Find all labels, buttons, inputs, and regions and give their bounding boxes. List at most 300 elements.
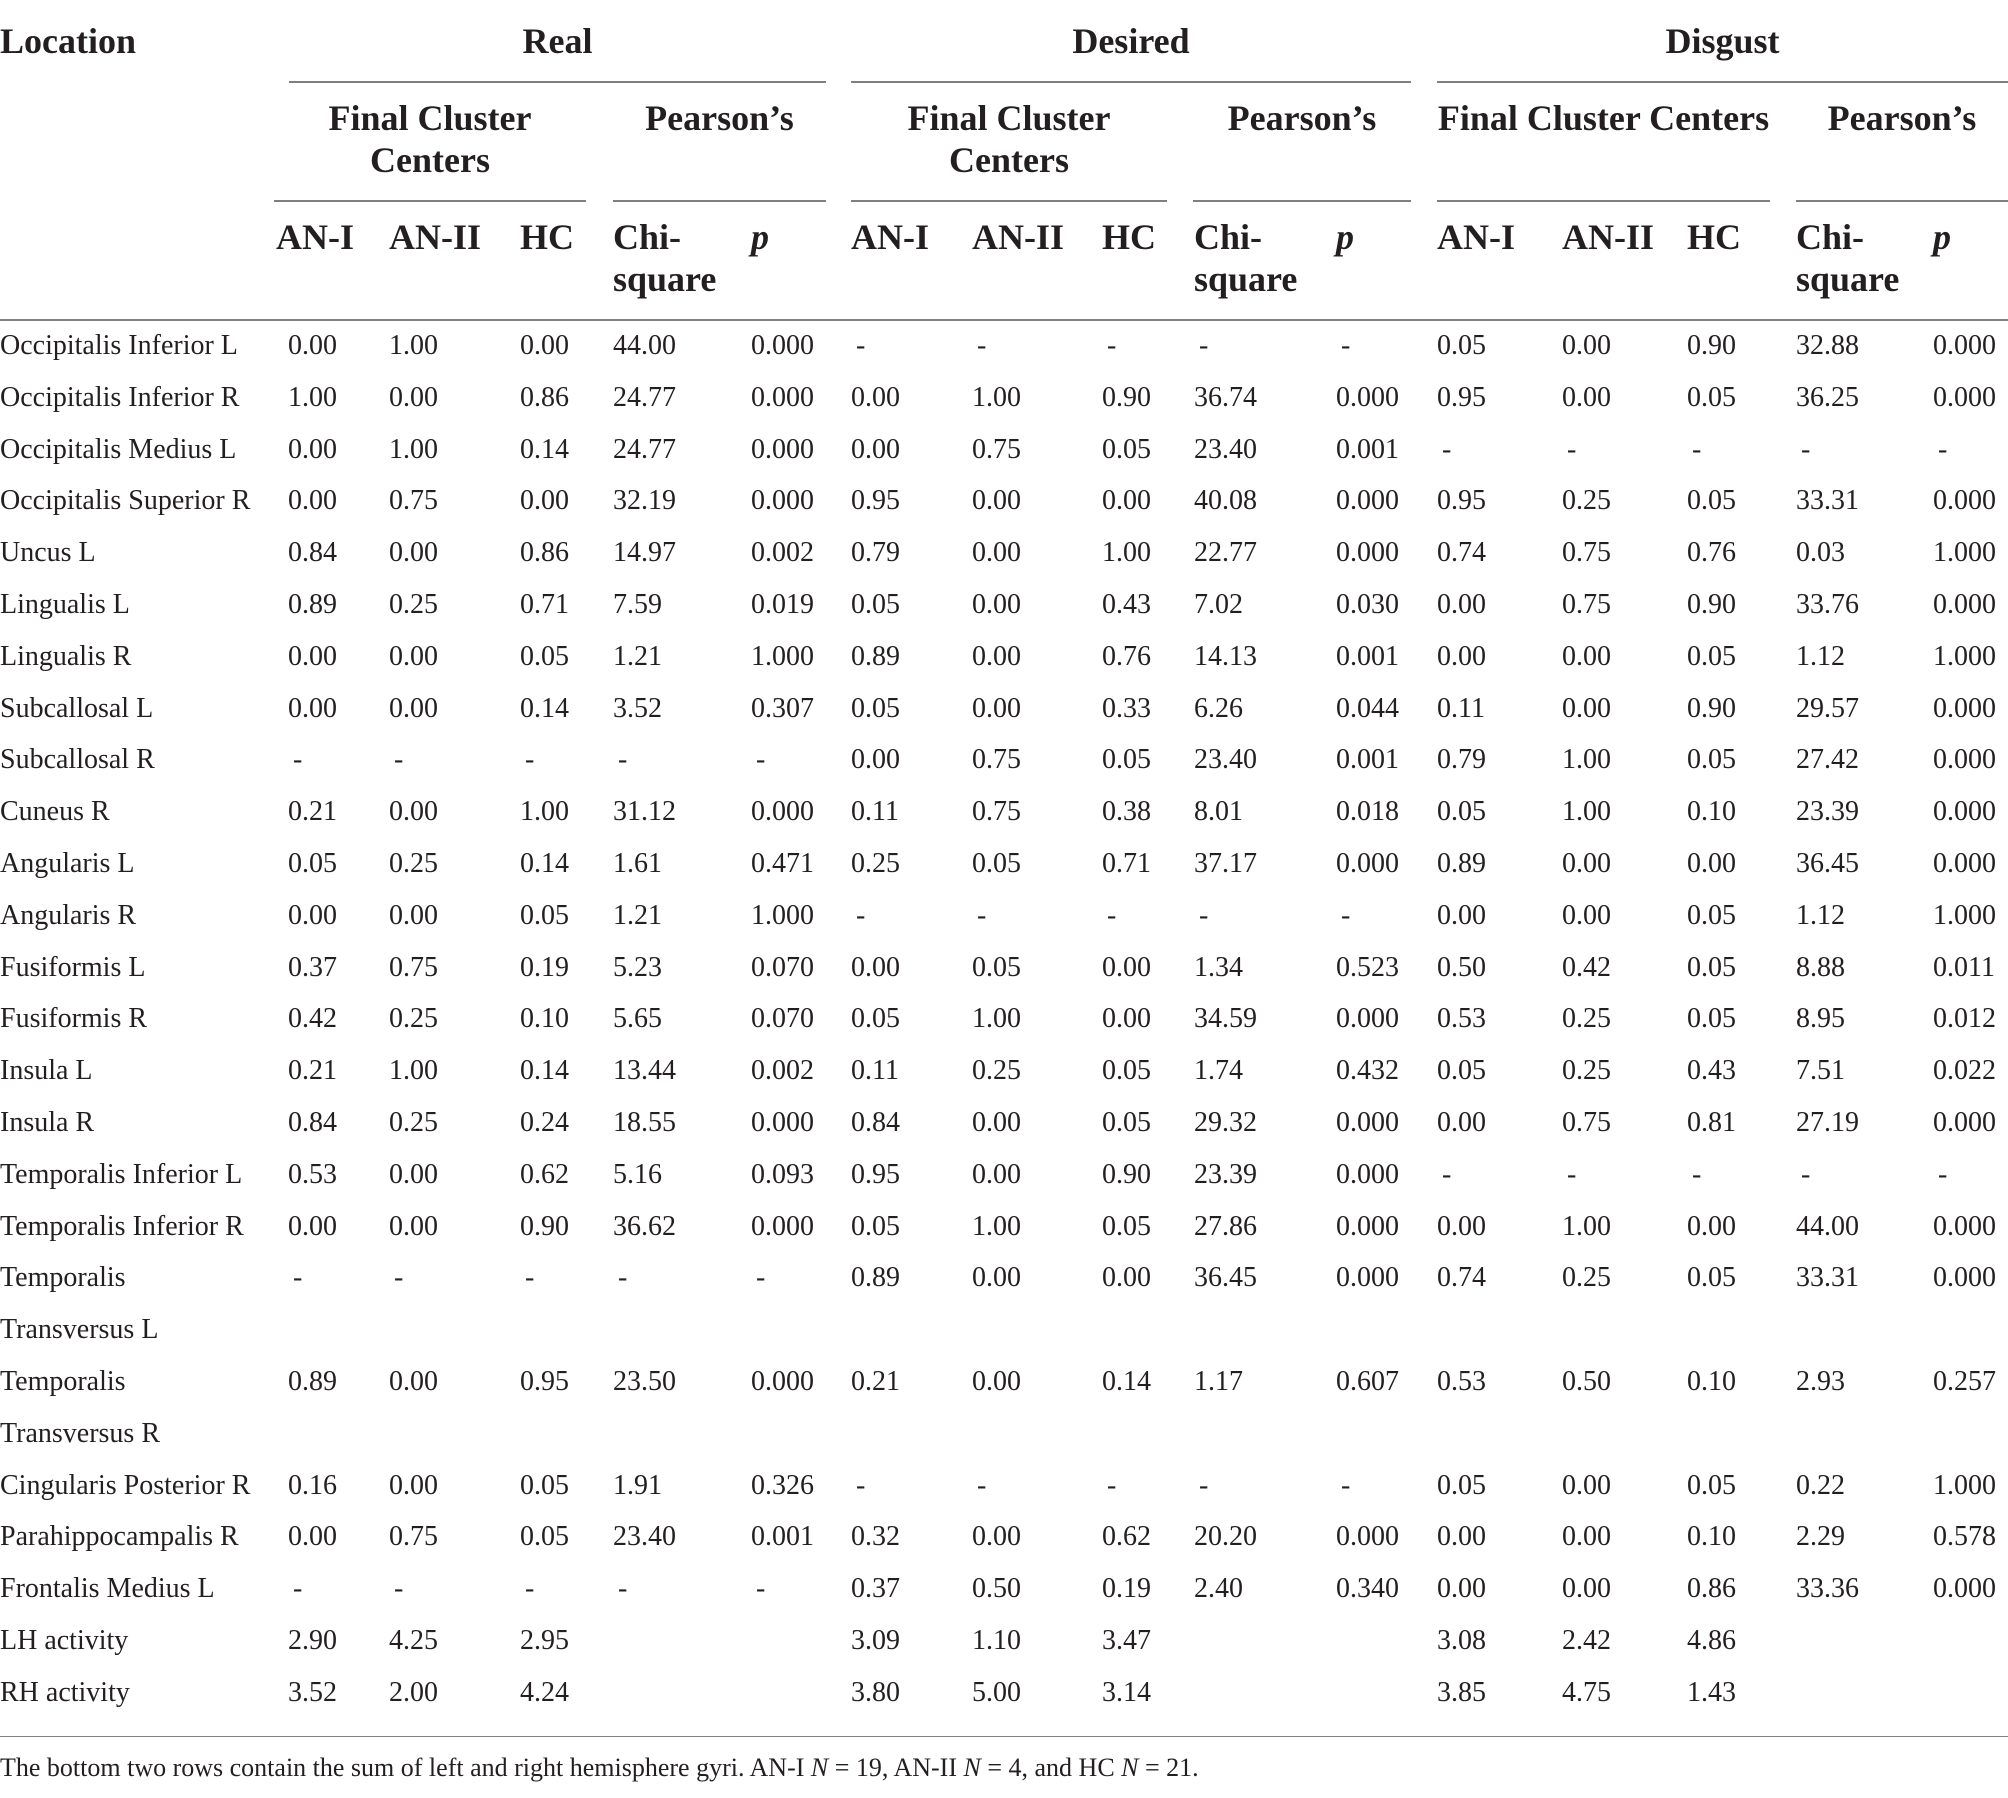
real-chi-square-cell: 23.50 — [613, 1365, 676, 1397]
table-bottom-rule — [0, 1736, 2008, 1738]
desired-chi-square-cell — [1194, 1667, 1336, 1719]
desired-p-cell: 0.340 — [1336, 1573, 1399, 1605]
table-row — [0, 631, 2008, 683]
disgust-an-i-cell: 0.50 — [1437, 951, 1486, 983]
table-row — [0, 527, 2008, 579]
real-hc-cell: 0.05 — [520, 640, 569, 672]
disgust-hc-cell: 0.05 — [1687, 1469, 1736, 1501]
disgust-an-ii-cell: 0.00 — [1562, 1521, 1611, 1553]
disgust-chi-square-cell: 33.31 — [1796, 485, 1859, 517]
disgust-p-cell: 0.257 — [1933, 1365, 1996, 1397]
disgust-hc-cell: 0.90 — [1687, 692, 1736, 724]
real-chi-square-cell: - — [618, 744, 628, 776]
col-header-disgust-chi-square: Chi-square — [1796, 217, 1900, 299]
real-hc-cell: 0.14 — [520, 692, 569, 724]
location-cell — [0, 372, 276, 424]
real-hc-cell: 0.90 — [520, 1210, 569, 1242]
desired-an-ii-cell: 0.00 — [972, 588, 1021, 620]
location-label: Fusiformis L — [0, 951, 146, 983]
table-row — [0, 1511, 2008, 1563]
desired-hc-cell: 0.05 — [1102, 433, 1151, 465]
group-header-disgust: Disgust — [1665, 21, 1780, 61]
desired-chi-square-cell: 36.45 — [1194, 1262, 1257, 1294]
location-label: Frontalis Medius L — [0, 1573, 215, 1605]
location-label: Fusiformis R — [0, 1003, 148, 1035]
disgust-an-ii-cell: 0.75 — [1562, 1106, 1611, 1138]
disgust-chi-square-cell: 8.88 — [1796, 951, 1845, 983]
location-cell — [0, 942, 276, 994]
disgust-hc-cell: 0.05 — [1687, 899, 1736, 931]
desired-chi-square-cell: - — [1199, 899, 1209, 931]
desired-an-i-cell: 0.21 — [851, 1365, 900, 1397]
real-hc-cell: 0.14 — [520, 433, 569, 465]
desired-p-cell: - — [1341, 1469, 1351, 1501]
desired-an-i-cell: 3.09 — [851, 1624, 900, 1656]
real-hc-cell: - — [525, 1262, 535, 1294]
disgust-an-ii-cell: 0.75 — [1562, 588, 1611, 620]
real-chi-square-cell: 32.19 — [613, 485, 676, 517]
col-header-desired-p: p — [1336, 217, 1354, 257]
disgust-chi-square-cell: 27.19 — [1796, 1106, 1859, 1138]
disgust-an-i-cell: 0.00 — [1437, 1210, 1486, 1242]
desired-hc-cell: 0.05 — [1102, 744, 1151, 776]
footnote-text: = 21. — [1138, 1753, 1199, 1783]
desired-an-ii-cell: - — [977, 1469, 987, 1501]
disgust-p-cell: 0.000 — [1933, 744, 1996, 776]
col-header-desired-hc: HC — [1102, 217, 1156, 257]
disgust-chi-square-cell: 0.03 — [1796, 537, 1845, 569]
desired-hc-cell: 0.90 — [1102, 381, 1151, 413]
location-label: RH activity — [0, 1676, 130, 1708]
real-chi-square-cell: 3.52 — [613, 692, 662, 724]
disgust-an-i-cell: 0.95 — [1437, 381, 1486, 413]
desired-an-i-cell: 0.89 — [851, 1262, 900, 1294]
desired-an-ii-cell: 0.00 — [972, 1262, 1021, 1294]
disgust-an-ii-cell: 0.25 — [1562, 1055, 1611, 1087]
location-label: Subcallosal L — [0, 692, 154, 724]
real-hc-cell: 0.05 — [520, 1469, 569, 1501]
disgust-an-ii-cell: 0.00 — [1562, 640, 1611, 672]
real-an-i-cell: 1.00 — [288, 381, 337, 413]
real-p-cell: 0.070 — [751, 951, 814, 983]
desired-hc-cell: 0.90 — [1102, 1158, 1151, 1190]
location-label: Occipitalis Superior R — [0, 485, 251, 517]
disgust-an-i-cell: 0.11 — [1437, 692, 1485, 724]
real-an-i-cell: - — [293, 1262, 303, 1294]
table-row — [0, 1201, 2008, 1253]
real-p-cell: 0.000 — [751, 330, 814, 361]
real-chi-square-cell — [613, 1667, 751, 1719]
disgust-p-cell: 0.011 — [1933, 951, 1995, 983]
real-an-ii-cell: 2.00 — [389, 1676, 438, 1708]
desired-an-i-cell: 0.05 — [851, 588, 900, 620]
location-cell — [0, 1460, 276, 1512]
real-an-i-cell: - — [293, 744, 303, 776]
desired-hc-cell: 0.14 — [1102, 1365, 1151, 1397]
desired-an-ii-cell: - — [977, 330, 987, 361]
table-row — [0, 838, 2008, 890]
disgust-hc-cell: 0.10 — [1687, 1521, 1736, 1553]
location-cell — [0, 786, 276, 838]
disgust-chi-square-cell: 36.45 — [1796, 847, 1859, 879]
disgust-an-i-cell: 0.05 — [1437, 1055, 1486, 1087]
table-row — [0, 1563, 2008, 1615]
desired-an-ii-cell: 0.25 — [972, 1055, 1021, 1087]
disgust-an-ii-cell: 0.50 — [1562, 1365, 1611, 1397]
real-an-ii-cell: 0.00 — [389, 1210, 438, 1242]
desired-an-i-cell: 0.00 — [851, 381, 900, 413]
desired-hc-cell: 0.71 — [1102, 847, 1151, 879]
disgust-p-cell: 1.000 — [1933, 640, 1996, 672]
location-cell — [0, 1511, 276, 1563]
real-an-i-cell: 2.90 — [288, 1624, 337, 1656]
location-cell — [0, 1201, 276, 1253]
real-chi-square-cell: 1.21 — [613, 640, 662, 672]
group-header-desired: Desired — [1072, 21, 1190, 61]
col-header-real-hc: HC — [520, 217, 574, 257]
disgust-an-i-cell: 0.00 — [1437, 640, 1486, 672]
desired-p-cell: 0.000 — [1336, 1521, 1399, 1553]
disgust-an-i-cell: 0.95 — [1437, 485, 1486, 517]
desired-hc-cell: - — [1107, 1469, 1117, 1501]
real-an-ii-cell: 1.00 — [389, 330, 438, 361]
disgust-chi-square-cell: 33.36 — [1796, 1573, 1859, 1605]
desired-hc-cell: 0.00 — [1102, 1262, 1151, 1294]
disgust-hc-cell: 0.05 — [1687, 951, 1736, 983]
desired-an-ii-cell: 1.10 — [972, 1624, 1021, 1656]
disgust-chi-square-cell: 36.25 — [1796, 381, 1859, 413]
disgust-an-i-cell: 0.00 — [1437, 1106, 1486, 1138]
real-hc-cell: 0.86 — [520, 381, 569, 413]
location-label: Cuneus R — [0, 796, 110, 828]
desired-chi-square-cell: 7.02 — [1194, 588, 1243, 620]
disgust-chi-square-cell: 2.29 — [1796, 1521, 1845, 1553]
disgust-hc-cell: 0.00 — [1687, 847, 1736, 879]
disgust-an-ii-cell: 0.00 — [1562, 847, 1611, 879]
real-chi-square-cell: 24.77 — [613, 433, 676, 465]
table-row — [0, 993, 2008, 1045]
real-chi-square-cell: 5.23 — [613, 951, 662, 983]
desired-p-cell: 0.000 — [1336, 847, 1399, 879]
cluster-rule-desired — [851, 200, 1167, 202]
real-p-cell — [751, 1667, 851, 1719]
real-chi-square-cell: 1.21 — [613, 899, 662, 931]
location-label: Insula L — [0, 1055, 93, 1087]
disgust-hc-cell: 0.81 — [1687, 1106, 1736, 1138]
disgust-hc-cell: 0.05 — [1687, 485, 1736, 517]
real-hc-cell: 0.86 — [520, 537, 569, 569]
disgust-p-cell: 0.000 — [1933, 692, 1996, 724]
real-an-i-cell: 0.00 — [288, 1521, 337, 1553]
location-cell — [0, 1252, 276, 1356]
desired-an-i-cell: 0.11 — [851, 1055, 899, 1087]
desired-hc-cell: - — [1107, 330, 1117, 361]
location-cell — [0, 1149, 276, 1201]
desired-an-ii-cell: - — [977, 899, 987, 931]
location-cell — [0, 579, 276, 631]
disgust-an-i-cell: 0.74 — [1437, 1262, 1486, 1294]
disgust-hc-cell: 0.76 — [1687, 537, 1736, 569]
real-chi-square-cell: 36.62 — [613, 1210, 676, 1242]
disgust-p-cell: 0.000 — [1933, 1210, 1996, 1242]
real-an-i-cell: - — [293, 1573, 303, 1605]
disgust-an-i-cell: 3.85 — [1437, 1676, 1486, 1708]
footnote-text: The bottom two rows contain the sum of left and right hemisphere gyri. AN-I — [0, 1753, 811, 1783]
desired-hc-cell: 3.47 — [1102, 1624, 1151, 1656]
disgust-p-cell: 0.000 — [1933, 847, 1996, 879]
real-p-cell: 0.093 — [751, 1158, 814, 1190]
col-header-real-an-ii: AN-II — [389, 217, 482, 257]
real-p-cell: 0.002 — [751, 1055, 814, 1087]
table-row — [0, 1252, 2008, 1356]
disgust-p-cell: 0.000 — [1933, 330, 1996, 361]
desired-chi-square-cell: 37.17 — [1194, 847, 1257, 879]
desired-an-i-cell: 0.11 — [851, 796, 899, 828]
table-row — [0, 1460, 2008, 1512]
disgust-hc-cell: 0.10 — [1687, 796, 1736, 828]
desired-hc-cell: 0.43 — [1102, 588, 1151, 620]
desired-p-cell: 0.432 — [1336, 1055, 1399, 1087]
table-content — [0, 320, 2008, 1784]
desired-an-i-cell: 3.80 — [851, 1676, 900, 1708]
disgust-hc-cell: 0.90 — [1687, 330, 1736, 361]
disgust-an-i-cell: 0.00 — [1437, 899, 1486, 931]
group-rule-desired — [851, 81, 1411, 83]
footnote-text: = 4, and HC — [980, 1753, 1122, 1783]
desired-an-ii-cell: 0.00 — [972, 640, 1021, 672]
disgust-an-i-cell: 0.00 — [1437, 1521, 1486, 1553]
location-label: Temporalis Transversus R — [0, 1365, 160, 1449]
col-header-disgust-hc: HC — [1687, 217, 1741, 257]
real-p-cell: 0.326 — [751, 1469, 814, 1501]
col-header-disgust-an-i: AN-I — [1437, 217, 1515, 257]
desired-chi-square-cell: 29.32 — [1194, 1106, 1257, 1138]
real-an-ii-cell: 0.00 — [389, 796, 438, 828]
desired-p-cell: - — [1341, 899, 1351, 931]
real-p-cell: 0.002 — [751, 537, 814, 569]
real-p-cell: 0.000 — [751, 796, 814, 828]
location-cell — [0, 1667, 276, 1719]
real-p-cell: 1.000 — [751, 640, 814, 672]
location-cell — [0, 890, 276, 942]
desired-an-ii-cell: 1.00 — [972, 381, 1021, 413]
disgust-chi-square-cell: 2.93 — [1796, 1365, 1845, 1397]
location-cell — [0, 320, 276, 372]
real-hc-cell: 0.14 — [520, 847, 569, 879]
disgust-chi-square-cell — [1796, 1667, 1933, 1719]
real-hc-cell: 0.00 — [520, 330, 569, 361]
disgust-chi-square-cell: 44.00 — [1796, 1210, 1859, 1242]
disgust-p-cell: 1.000 — [1933, 537, 1996, 569]
desired-an-i-cell: 0.37 — [851, 1573, 900, 1605]
disgust-chi-square-cell: 1.12 — [1796, 640, 1845, 672]
cluster-header-desired: Final Cluster Centers — [907, 98, 1111, 180]
location-label: Occipitalis Medius L — [0, 433, 237, 465]
desired-an-ii-cell: 0.75 — [972, 796, 1021, 828]
disgust-an-ii-cell: 0.00 — [1562, 1573, 1611, 1605]
table-row — [0, 1356, 2008, 1460]
desired-an-i-cell: - — [856, 330, 866, 361]
disgust-hc-cell: 0.05 — [1687, 640, 1736, 672]
real-p-cell: 0.070 — [751, 1003, 814, 1035]
desired-p-cell — [1336, 1615, 1437, 1667]
real-chi-square-cell: - — [618, 1573, 628, 1605]
desired-an-ii-cell: 1.00 — [972, 1003, 1021, 1035]
desired-chi-square-cell: 36.74 — [1194, 381, 1257, 413]
real-hc-cell: 0.05 — [520, 899, 569, 931]
desired-an-ii-cell: 0.75 — [972, 744, 1021, 776]
real-an-i-cell: 0.05 — [288, 847, 337, 879]
disgust-p-cell: 0.000 — [1933, 381, 1996, 413]
real-p-cell: 0.000 — [751, 485, 814, 517]
real-an-i-cell: 0.00 — [288, 899, 337, 931]
desired-p-cell: 0.000 — [1336, 1106, 1399, 1138]
desired-an-i-cell: 0.95 — [851, 485, 900, 517]
real-an-ii-cell: - — [394, 744, 404, 776]
location-cell — [0, 1563, 276, 1615]
desired-an-i-cell: 0.79 — [851, 537, 900, 569]
real-an-i-cell: 0.89 — [288, 1365, 337, 1397]
disgust-an-ii-cell: 0.00 — [1562, 692, 1611, 724]
real-an-ii-cell: 0.00 — [389, 381, 438, 413]
desired-an-i-cell: - — [856, 899, 866, 931]
disgust-chi-square-cell: 27.42 — [1796, 744, 1859, 776]
location-header: Location — [0, 21, 137, 61]
location-cell — [0, 1615, 276, 1667]
location-cell — [0, 1356, 276, 1460]
desired-an-i-cell: 0.00 — [851, 433, 900, 465]
real-p-cell: - — [756, 1573, 766, 1605]
table-footnote — [0, 1752, 2008, 1784]
table-row — [0, 475, 2008, 527]
desired-an-ii-cell: 0.05 — [972, 847, 1021, 879]
disgust-p-cell: 0.000 — [1933, 485, 1996, 517]
real-hc-cell: 0.00 — [520, 485, 569, 517]
real-an-ii-cell: 0.75 — [389, 485, 438, 517]
real-chi-square-cell: 14.97 — [613, 537, 676, 569]
real-hc-cell: 0.95 — [520, 1365, 569, 1397]
table-row — [0, 372, 2008, 424]
desired-chi-square-cell: - — [1199, 1469, 1209, 1501]
real-hc-cell: 0.24 — [520, 1106, 569, 1138]
pearson-rule-desired — [1193, 200, 1411, 202]
disgust-p-cell: 0.000 — [1933, 588, 1996, 620]
real-an-ii-cell: 4.25 — [389, 1624, 438, 1656]
real-chi-square-cell: 5.65 — [613, 1003, 662, 1035]
disgust-p-cell: 0.000 — [1933, 1106, 1996, 1138]
desired-chi-square-cell: 34.59 — [1194, 1003, 1257, 1035]
real-an-ii-cell: - — [394, 1262, 404, 1294]
desired-p-cell: 0.523 — [1336, 951, 1399, 983]
disgust-chi-square-cell: 33.76 — [1796, 588, 1859, 620]
desired-an-i-cell: 0.00 — [851, 951, 900, 983]
real-chi-square-cell: - — [618, 1262, 628, 1294]
location-label: Temporalis Inferior L — [0, 1158, 243, 1190]
desired-hc-cell: 0.00 — [1102, 1003, 1151, 1035]
disgust-an-i-cell: - — [1442, 433, 1452, 465]
col-header-real-p: p — [751, 217, 769, 257]
desired-an-ii-cell: 0.50 — [972, 1573, 1021, 1605]
desired-an-i-cell: 0.05 — [851, 1210, 900, 1242]
real-an-i-cell: 0.00 — [288, 1210, 337, 1242]
real-hc-cell: - — [525, 744, 535, 776]
desired-an-i-cell: 0.25 — [851, 847, 900, 879]
real-p-cell: 0.471 — [751, 847, 814, 879]
col-header-real-an-i: AN-I — [276, 217, 354, 257]
disgust-an-ii-cell: - — [1567, 1158, 1577, 1190]
desired-p-cell: - — [1341, 330, 1351, 361]
desired-an-ii-cell: 0.00 — [972, 1158, 1021, 1190]
desired-p-cell: 0.001 — [1336, 433, 1399, 465]
disgust-hc-cell: 0.43 — [1687, 1055, 1736, 1087]
real-hc-cell: 1.00 — [520, 796, 569, 828]
disgust-an-ii-cell: 2.42 — [1562, 1624, 1611, 1656]
desired-an-i-cell: 0.95 — [851, 1158, 900, 1190]
desired-p-cell: 0.000 — [1336, 537, 1399, 569]
real-an-i-cell: 0.00 — [288, 330, 337, 361]
real-an-i-cell: 0.00 — [288, 640, 337, 672]
location-cell — [0, 475, 276, 527]
disgust-an-ii-cell: 0.00 — [1562, 381, 1611, 413]
disgust-p-cell: 0.000 — [1933, 1573, 1996, 1605]
real-an-i-cell: 0.53 — [288, 1158, 337, 1190]
location-cell — [0, 631, 276, 683]
real-chi-square-cell — [613, 1615, 751, 1667]
location-label: Subcallosal R — [0, 744, 155, 776]
disgust-an-ii-cell: 0.25 — [1562, 1003, 1611, 1035]
desired-p-cell: 0.030 — [1336, 588, 1399, 620]
disgust-hc-cell: 0.05 — [1687, 744, 1736, 776]
disgust-chi-square-cell: - — [1801, 1158, 1811, 1190]
real-p-cell: 0.000 — [751, 1210, 814, 1242]
real-hc-cell: - — [525, 1573, 535, 1605]
desired-an-ii-cell: 0.05 — [972, 951, 1021, 983]
real-chi-square-cell: 7.59 — [613, 588, 662, 620]
desired-an-i-cell: 0.00 — [851, 744, 900, 776]
disgust-an-i-cell: 0.53 — [1437, 1003, 1486, 1035]
real-hc-cell: 0.10 — [520, 1003, 569, 1035]
disgust-chi-square-cell: - — [1801, 433, 1811, 465]
desired-chi-square-cell — [1194, 1615, 1336, 1667]
disgust-p-cell: 0.578 — [1933, 1521, 1996, 1553]
desired-hc-cell: - — [1107, 899, 1117, 931]
col-header-real-chi-square: Chi-square — [613, 217, 717, 299]
real-an-i-cell: 3.52 — [288, 1676, 337, 1708]
table-row — [0, 320, 2008, 372]
location-label: Lingualis L — [0, 588, 130, 620]
real-p-cell: 0.019 — [751, 588, 814, 620]
disgust-hc-cell: 0.05 — [1687, 1003, 1736, 1035]
desired-chi-square-cell: 2.40 — [1194, 1573, 1243, 1605]
disgust-an-i-cell: 0.00 — [1437, 588, 1486, 620]
location-cell — [0, 683, 276, 735]
disgust-p-cell: - — [1938, 1158, 1948, 1190]
desired-p-cell: 0.000 — [1336, 1210, 1399, 1242]
desired-chi-square-cell: 23.40 — [1194, 744, 1257, 776]
real-p-cell: - — [756, 1262, 766, 1294]
disgust-p-cell: 0.000 — [1933, 1262, 1996, 1294]
real-an-i-cell: 0.21 — [288, 1055, 337, 1087]
desired-p-cell: 0.000 — [1336, 381, 1399, 413]
desired-hc-cell: 0.05 — [1102, 1210, 1151, 1242]
real-an-ii-cell: - — [394, 1573, 404, 1605]
col-header-desired-chi-square: Chi-square — [1194, 217, 1298, 299]
desired-chi-square-cell: 23.40 — [1194, 433, 1257, 465]
desired-chi-square-cell: 6.26 — [1194, 692, 1243, 724]
desired-hc-cell: 0.62 — [1102, 1521, 1151, 1553]
group-rule-disgust — [1437, 81, 2008, 83]
location-cell — [0, 1097, 276, 1149]
